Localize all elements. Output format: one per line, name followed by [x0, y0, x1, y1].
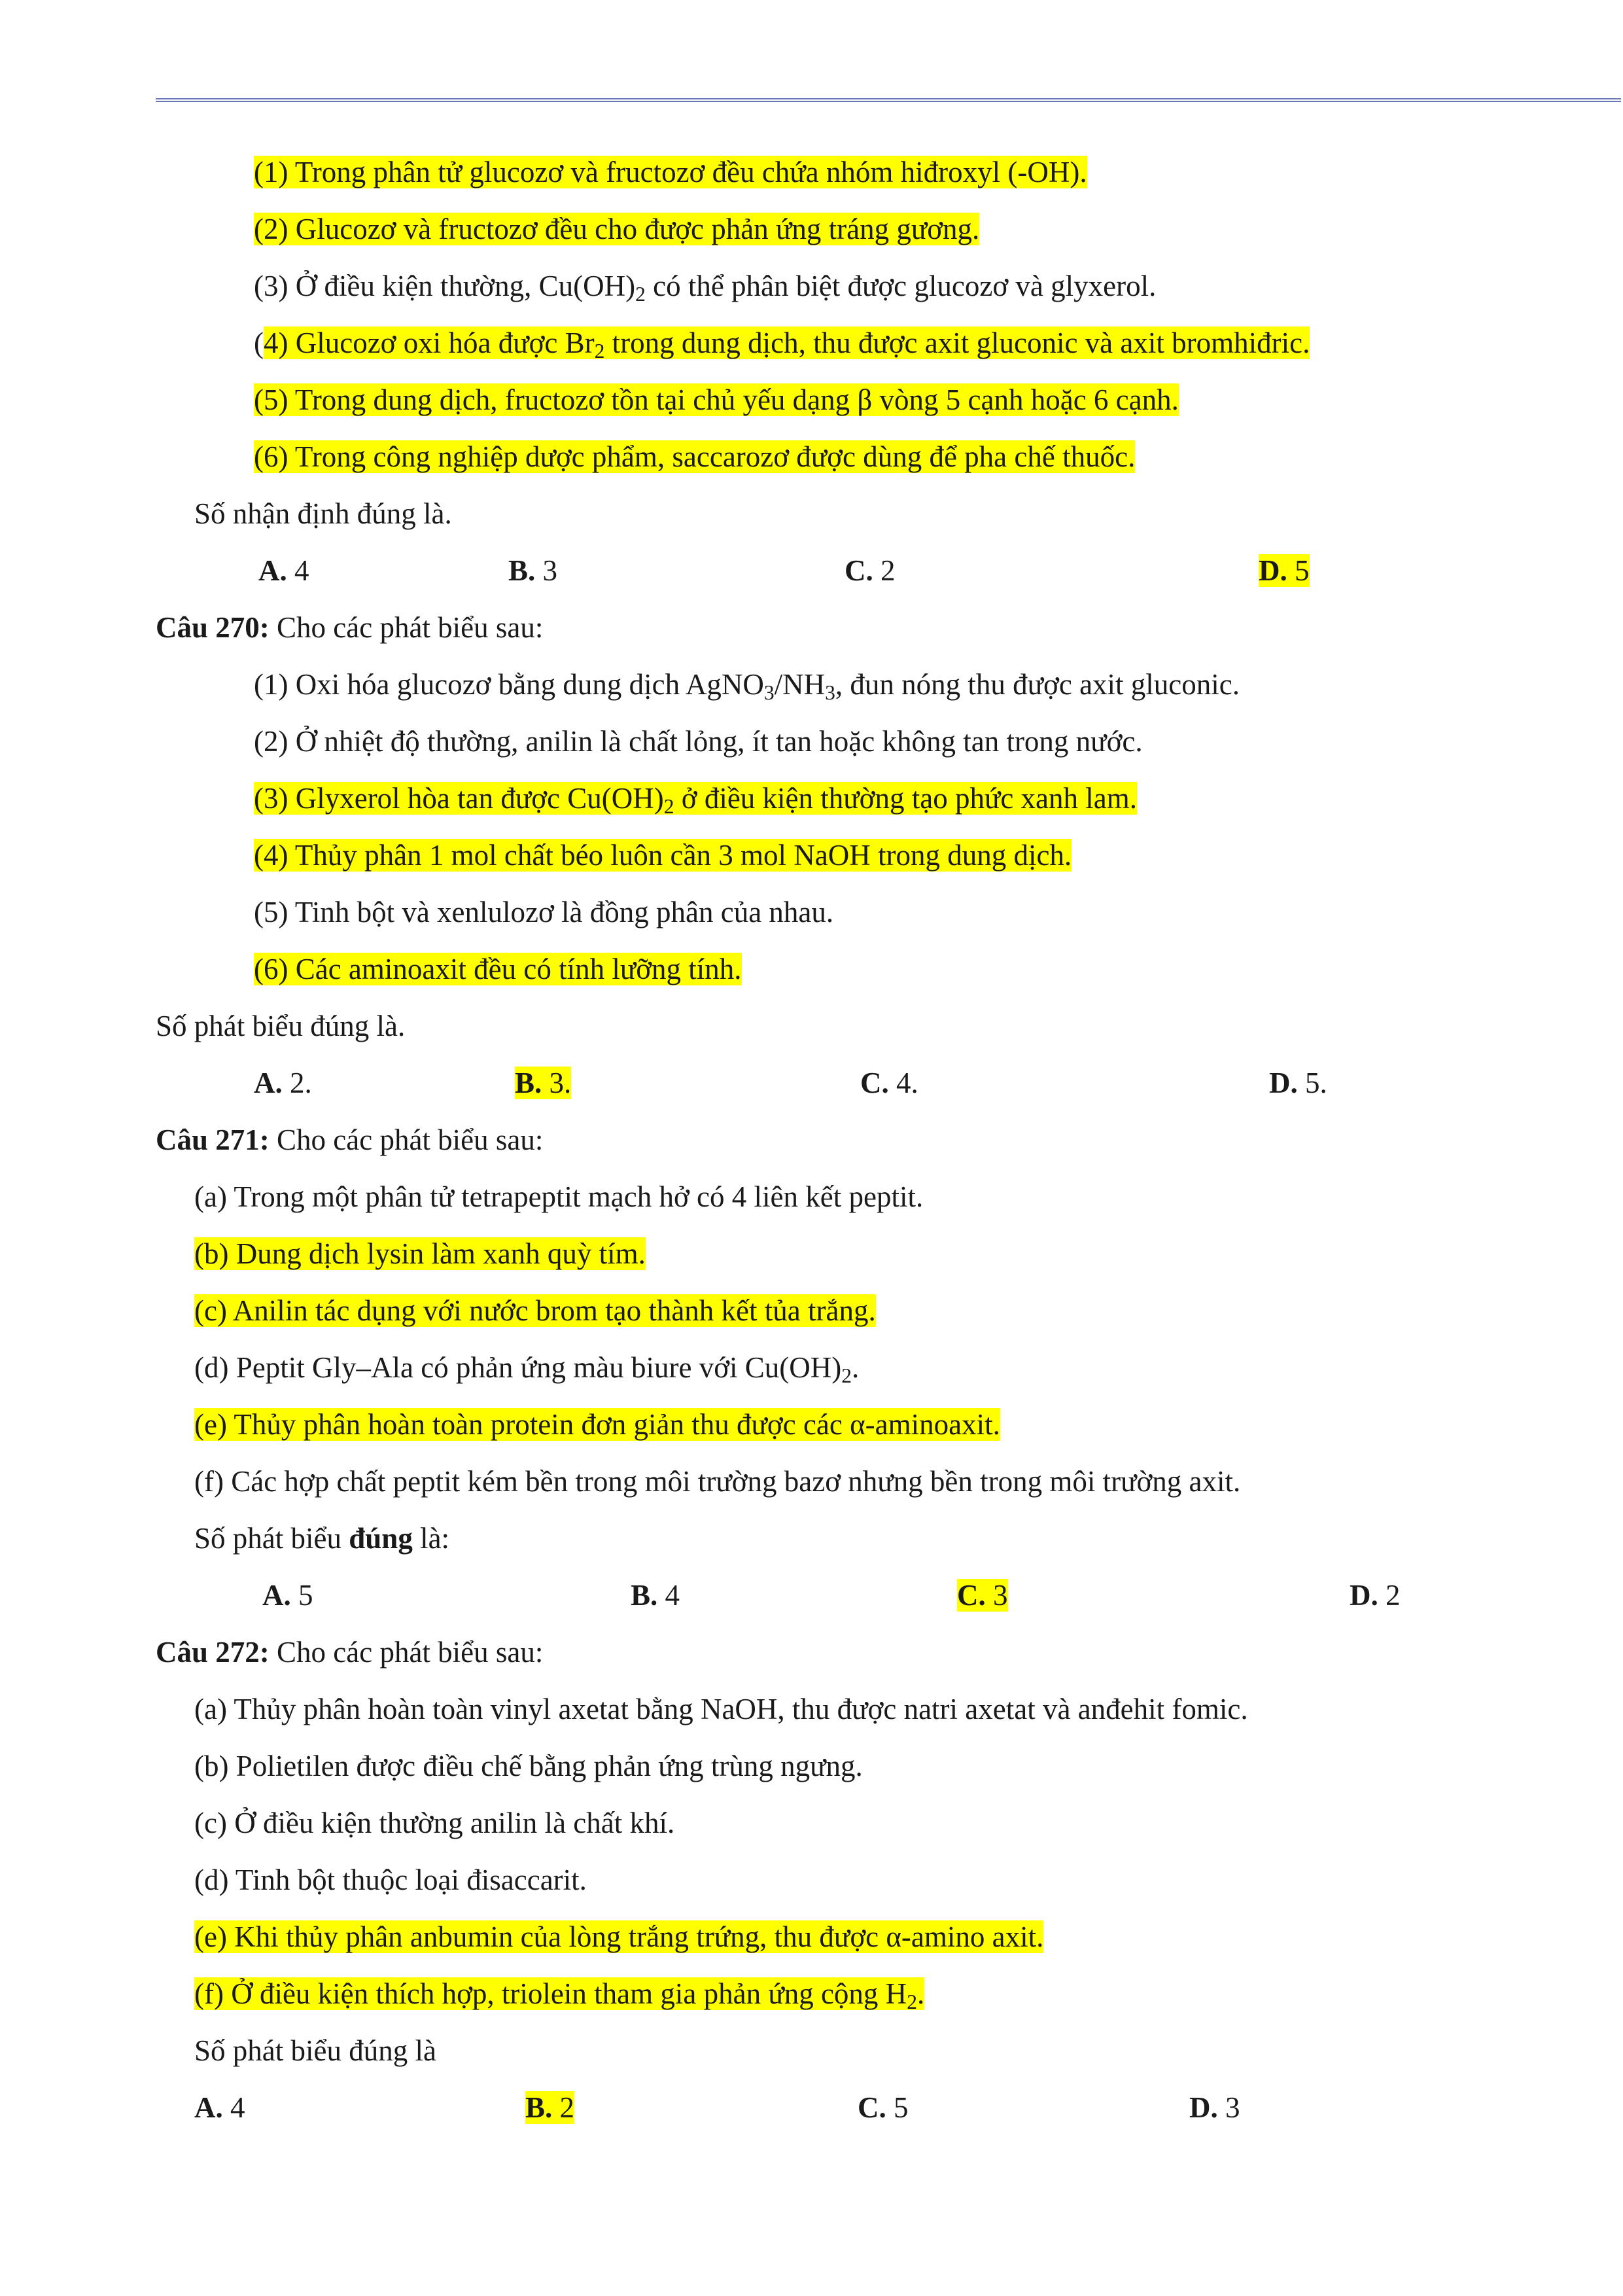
q270-option-b: B. 3.	[515, 1067, 572, 1099]
q270-statement-5: (5) Tinh bột và xenlulozơ là đồng phân của nhau.	[254, 896, 834, 928]
q270-option-c: C. 4.	[860, 1067, 918, 1099]
q271-option-a: A. 5	[262, 1579, 313, 1612]
q271-statement-b: (b) Dung dịch lysin làm xanh quỳ tím.	[194, 1237, 646, 1270]
q272-statement-b: (b) Polietilen được điều chế bằng phản ứng trùng ngưng.	[194, 1750, 863, 1782]
q269-option-c: C. 2	[845, 554, 896, 587]
q269-option-d: D. 5	[1259, 554, 1310, 587]
q269-option-b: B. 3	[508, 554, 558, 587]
q272-heading: Câu 272: Cho các phát biểu sau:	[156, 1636, 544, 1669]
q271-option-b: B. 4	[631, 1579, 680, 1612]
q269-option-a: A. 4	[258, 554, 309, 587]
q272-option-d: D. 3	[1189, 2091, 1240, 2124]
q269-question: Số nhận định đúng là.	[194, 497, 452, 530]
q270-statement-3: (3) Glyxerol hòa tan được $Cu(OH)_2$ ở điều kiện thường tạo phức xanh lam.	[254, 782, 1138, 818]
q271-statement-e: (e) Thủy phân hoàn toàn protein đơn giản thu được các α-aminoaxit.	[194, 1408, 1000, 1441]
q269-statement-5: (5) Trong dung dịch, fructozơ tồn tại chủ yếu dạng β vòng 5 cạnh hoặc 6 cạnh.	[254, 383, 1179, 416]
q272-statement-a: (a) Thủy phân hoàn toàn vinyl axetat bằng NaOH, thu được natri axetat và anđehit fomic.	[194, 1693, 1248, 1725]
q270-statement-1: (1) Oxi hóa glucozơ bằng dung dịch $AgNO_3/NH_3$, đun nóng thu được axit gluconic.	[254, 668, 1240, 704]
q271-statement-f: (f) Các hợp chất peptit kém bền trong môi trường bazơ nhưng bền trong môi trường axit.	[194, 1465, 1241, 1498]
q271-statement-c: (c) Anilin tác dụng với nước brom tạo thành kết tủa trắng.	[194, 1294, 876, 1327]
q271-question: Số phát biểu đúng là:	[194, 1522, 450, 1555]
q271-option-c: C. 3	[957, 1579, 1008, 1612]
q272-option-a: A. 4	[194, 2091, 245, 2124]
q272-statement-e: (e) Khi thủy phân anbumin của lòng trắng trứng, thu được α-amino axit.	[194, 1920, 1044, 1953]
q271-statement-d: (d) Peptit Gly–Ala có phản ứng màu biure với $Cu(OH)_2$.	[194, 1351, 860, 1387]
q270-statement-6: (6) Các aminoaxit đều có tính lưỡng tính.	[254, 953, 742, 985]
q270-question: Số phát biểu đúng là.	[156, 1010, 406, 1042]
q269-statement-4: (4) Glucozơ oxi hóa được $Br_2$ trong dung dịch, thu được axit gluconic và axit bromhiđric.	[254, 327, 1310, 362]
q269-statement-2: (2) Glucozơ và fructozơ đều cho được phản ứng tráng gương.	[254, 213, 980, 245]
q272-question: Số phát biểu đúng là	[194, 2034, 436, 2067]
header-rule	[156, 98, 1621, 102]
q272-option-c: C. 5	[858, 2091, 909, 2124]
q271-heading: Câu 271: Cho các phát biểu sau:	[156, 1123, 544, 1156]
q269-statement-1: (1) Trong phân tử glucozơ và fructozơ đều chứa nhóm hiđroxyl (-OH).	[254, 156, 1087, 188]
q272-statement-c: (c) Ở điều kiện thường anilin là chất khí.	[194, 1807, 675, 1839]
q272-statement-f: (f) Ở điều kiện thích hợp, triolein tham gia phản ứng cộng $H_2$.	[194, 1977, 925, 2013]
q270-statement-4: (4) Thủy phân 1 mol chất béo luôn cần 3 mol NaOH trong dung dịch.	[254, 839, 1072, 872]
q270-option-d: D. 5.	[1269, 1067, 1327, 1099]
q272-statement-d: (d) Tinh bột thuộc loại đisaccarit.	[194, 1863, 587, 1896]
q271-option-d: D. 2	[1350, 1579, 1401, 1612]
q270-option-a: A. 2.	[254, 1067, 312, 1099]
q269-statement-3: (3) Ở điều kiện thường, $Cu(OH)_2$ có thể phân biệt được glucozơ và glyxerol.	[254, 270, 1157, 306]
q270-heading: Câu 270: Cho các phát biểu sau:	[156, 611, 544, 644]
q269-statement-6: (6) Trong công nghiệp dược phẩm, saccarozơ được dùng để pha chế thuốc.	[254, 440, 1136, 473]
q271-statement-a: (a) Trong một phân tử tetrapeptit mạch hở có 4 liên kết peptit.	[194, 1180, 924, 1213]
q272-option-b: B. 2	[525, 2091, 575, 2124]
q270-statement-2: (2) Ở nhiệt độ thường, anilin là chất lỏng, ít tan hoặc không tan trong nước.	[254, 725, 1143, 758]
